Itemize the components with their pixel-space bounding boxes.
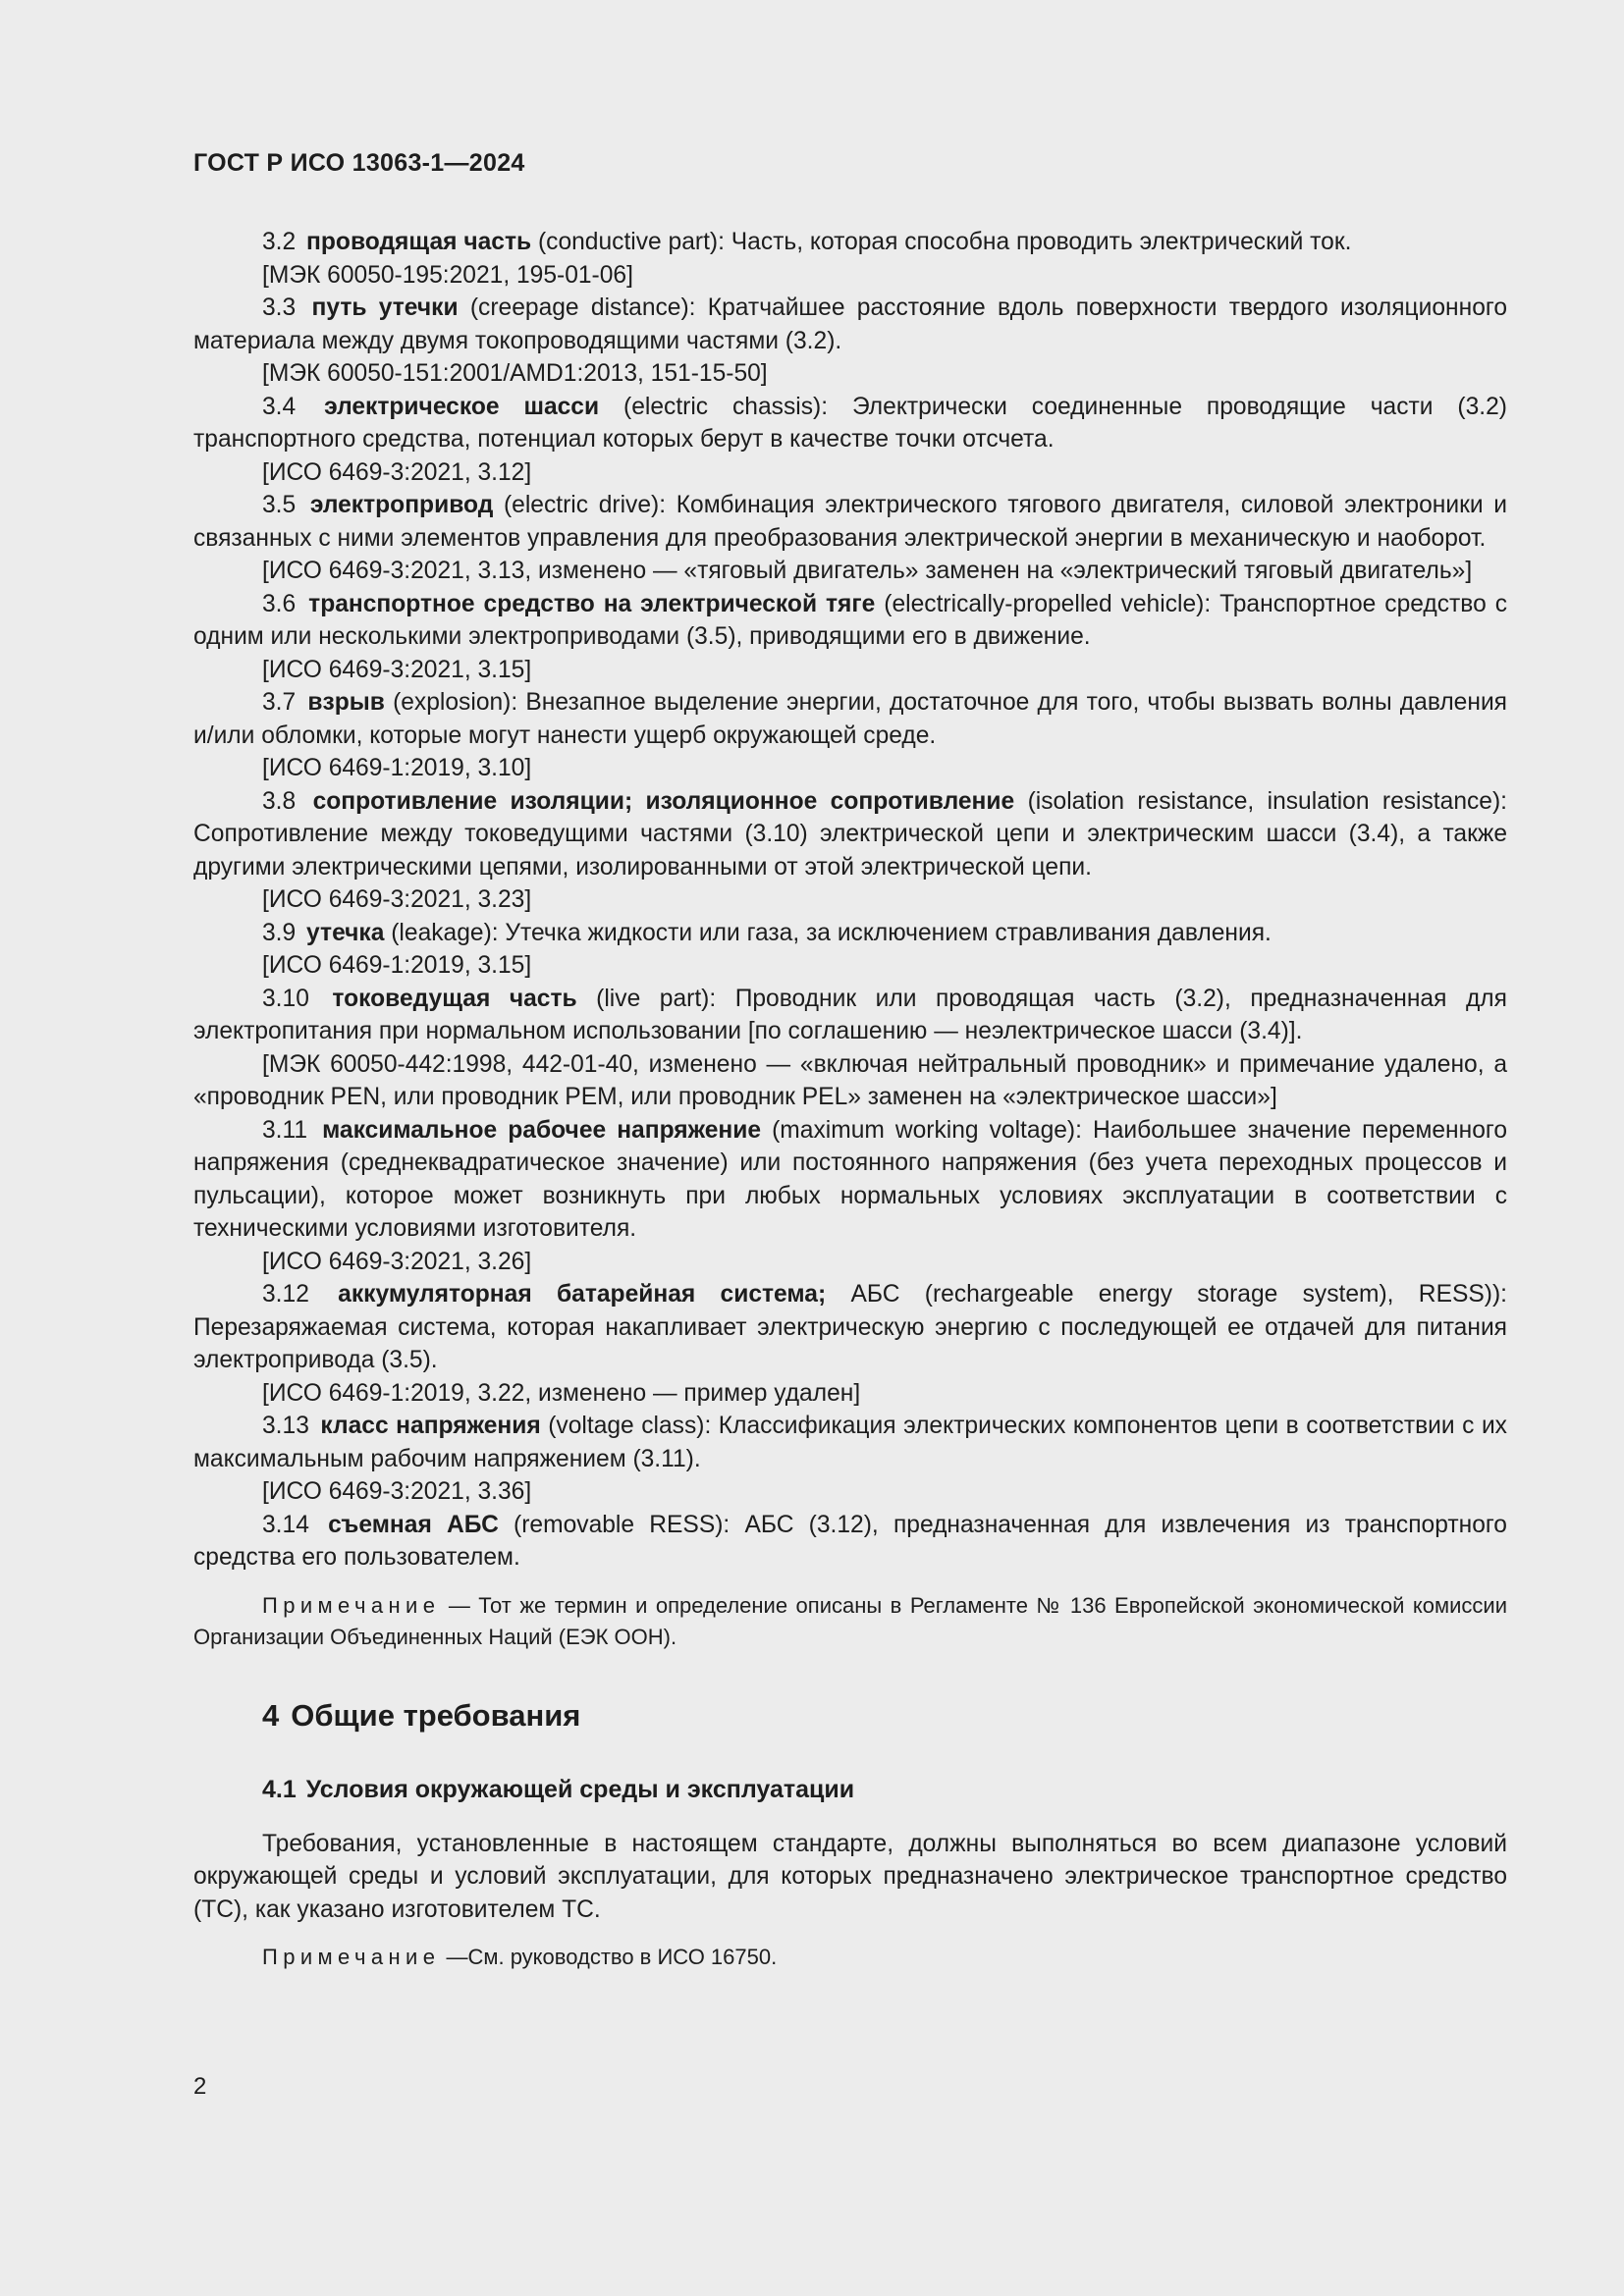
- term-definition: (creepage distance): Кратчайшее расстояние вдоль поверхности твердого изоляционного материала между двумя токопроводящими частями (3.2).: [193, 294, 1507, 354]
- note-label: Примечание: [262, 1592, 441, 1618]
- note-text: — Тот же термин и определение описаны в Регламенте № 136 Европейской экономической комиссии Организации Объединенных Наций (ЕЭК ООН).: [193, 1592, 1507, 1649]
- term-name: максимальное рабочее напряжение: [322, 1116, 762, 1144]
- term-entry: [193, 588, 1507, 654]
- term-entry: [193, 917, 1507, 950]
- term-number: 3.11: [262, 1116, 308, 1144]
- term-name: электрическое шасси: [324, 393, 600, 420]
- term-source: [ИСО 6469-1:2019, 3.22, изменено — пример удален]: [262, 1379, 861, 1407]
- term-number: 3.13: [262, 1413, 309, 1439]
- term-number: 3.9: [262, 919, 297, 946]
- term-source: [ИСО 6469-3:2021, 3.15]: [262, 656, 532, 683]
- term-definition: (conductive part): Часть, которая способна проводить электрический ток.: [531, 229, 1352, 255]
- note-text: —См. руководство в ИСО 16750.: [440, 1945, 778, 1969]
- term-entry: [193, 1114, 1507, 1246]
- term-name: взрыв: [307, 689, 385, 716]
- section-title: Общие требования: [291, 1697, 581, 1733]
- section-number: 4: [262, 1697, 280, 1733]
- term-entry: [193, 983, 1507, 1048]
- term-number: 3.14: [262, 1511, 309, 1538]
- term-definition: (electric chassis): Электрически соединенные проводящие части (3.2) транспортного средства, потенциал которых берут в качестве точки отсчета.: [193, 393, 1507, 453]
- term-number: 3.3: [262, 294, 297, 321]
- note-label: Примечание: [262, 1945, 441, 1969]
- term-definition: (live part): Проводник или проводящая часть (3.2), предназначенная для электропитания при нормальном использовании [по соглашению — неэлектрическое шасси (3.4)].: [193, 985, 1507, 1044]
- term-entry: [193, 1410, 1507, 1475]
- term-entry: [193, 785, 1507, 884]
- term-name: проводящая часть: [306, 229, 532, 255]
- term-definition: АБС (rechargeable energy storage system), RESS)): Перезаряжаемая система, которая накапливает электрическую энергию с последующей ее отдачей для питания электропривода (3.5).: [193, 1281, 1507, 1373]
- term-source: [ИСО 6469-1:2019, 3.10]: [262, 755, 532, 781]
- subsection-heading: [262, 1772, 1507, 1807]
- term-definition: (maximum working voltage): Наибольшее значение переменного напряжения (среднеквадратическое значение) или постоянного напряжения (без учета переходных процессов и пульсации), которое может возникнуть при любых нормальных условиях эксплуатации в соответствии с техническими условиями изготовителя.: [193, 1116, 1507, 1242]
- term-entry: [193, 391, 1507, 456]
- term-definition: (isolation resistance, insulation resistance): Сопротивление между токоведущими частями (3.10) электрической цепи и электрическим шасси (3.4), а также другими электрическими цепями, изолированными от этой электрической цепи.: [193, 787, 1507, 881]
- term-entry: [193, 1278, 1507, 1377]
- term-definition: (electrically-propelled vehicle): Транспортное средство с одним или несколькими электроприводами (3.5), приводящими его в движение.: [193, 590, 1507, 650]
- term-source: [ИСО 6469-3:2021, 3.26]: [262, 1248, 532, 1275]
- term-name: транспортное средство на электрической тяге: [308, 590, 876, 617]
- term-name: съемная АБС: [328, 1511, 499, 1538]
- term-entry: [193, 292, 1507, 357]
- term-entry: [193, 1509, 1507, 1575]
- term-number: 3.12: [262, 1281, 309, 1308]
- body-paragraph: Требования, установленные в настоящем стандарте, должны выполняться во всем диапазоне условий окружающей среды и условий эксплуатации, для которых предназначено электрическое транспортное средство (ТС), как указано изготовителем ТС.: [193, 1830, 1507, 1923]
- term-number: 3.4: [262, 393, 297, 420]
- term-source: [ИСО 6469-1:2019, 3.15]: [262, 952, 532, 979]
- term-definition: (electric drive): Комбинация электрического тягового двигателя, силовой электроники и связанных с ними элементов управления для преобразования электрической энергии в механическую и наоборот.: [193, 492, 1507, 552]
- term-name: путь утечки: [311, 294, 459, 321]
- term-number: 3.7: [262, 689, 297, 716]
- term-definition: (removable RESS): АБС (3.12), предназначенная для извлечения из транспортного средства его пользователем.: [193, 1511, 1507, 1571]
- term-name: утечка: [306, 919, 385, 946]
- section-heading: [262, 1694, 1507, 1737]
- term-number: 3.10: [262, 985, 309, 1012]
- term-number: 3.5: [262, 492, 297, 518]
- subsection-title: Условия окружающей среды и эксплуатации: [305, 1775, 855, 1803]
- term-source: [ИСО 6469-3:2021, 3.23]: [262, 886, 532, 913]
- term-name: аккумуляторная батарейная система;: [338, 1281, 827, 1308]
- term-name: сопротивление изоляции; изоляционное сопротивление: [312, 787, 1015, 815]
- term-definition: (explosion): Внезапное выделение энергии, достаточное для того, чтобы вызвать волны давления и/или обломки, которые могут нанести ущерб окружающей среде.: [193, 689, 1507, 749]
- term-name: класс напряжения: [320, 1413, 541, 1439]
- page-number: 2: [193, 2073, 207, 2100]
- term-entry: [193, 489, 1507, 555]
- term-source: [МЭК 60050-195:2021, 195-01-06]: [262, 261, 633, 289]
- term-source: [МЭК 60050-151:2001/AMD1:2013, 151-15-50]: [262, 360, 768, 387]
- term-number: 3.6: [262, 590, 297, 617]
- note: [193, 1590, 1507, 1653]
- term-number: 3.2: [262, 229, 297, 255]
- term-entry: [193, 226, 1507, 259]
- term-name: электропривод: [309, 492, 494, 518]
- term-source: [ИСО 6469-3:2021, 3.13, изменено — «тяговый двигатель» заменен на «электрический тяговый двигатель»]: [262, 558, 1473, 584]
- term-entry: [193, 686, 1507, 752]
- term-number: 3.8: [262, 787, 297, 815]
- term-name: токоведущая часть: [332, 985, 577, 1012]
- term-source: [ИСО 6469-3:2021, 3.36]: [262, 1478, 532, 1505]
- term-source: [МЭК 60050-442:1998, 442-01-40, изменено — «включая нейтральный проводник» и примечание удалено, а «проводник PEN, или проводник PEM, или проводник PEL» заменен на «электрическое шасси»]: [193, 1050, 1507, 1110]
- standard-header: ГОСТ Р ИСО 13063-1—2024: [193, 149, 525, 177]
- note: [193, 1942, 1507, 1973]
- page-content: [193, 226, 1507, 1973]
- term-definition: (leakage): Утечка жидкости или газа, за исключением стравливания давления.: [384, 919, 1272, 946]
- term-source: [ИСО 6469-3:2021, 3.12]: [262, 458, 532, 486]
- subsection-number: 4.1: [262, 1775, 297, 1803]
- term-definition: (voltage class): Классификация электрических компонентов цепи в соответствии с их максимальным рабочим напряжением (3.11).: [193, 1413, 1507, 1472]
